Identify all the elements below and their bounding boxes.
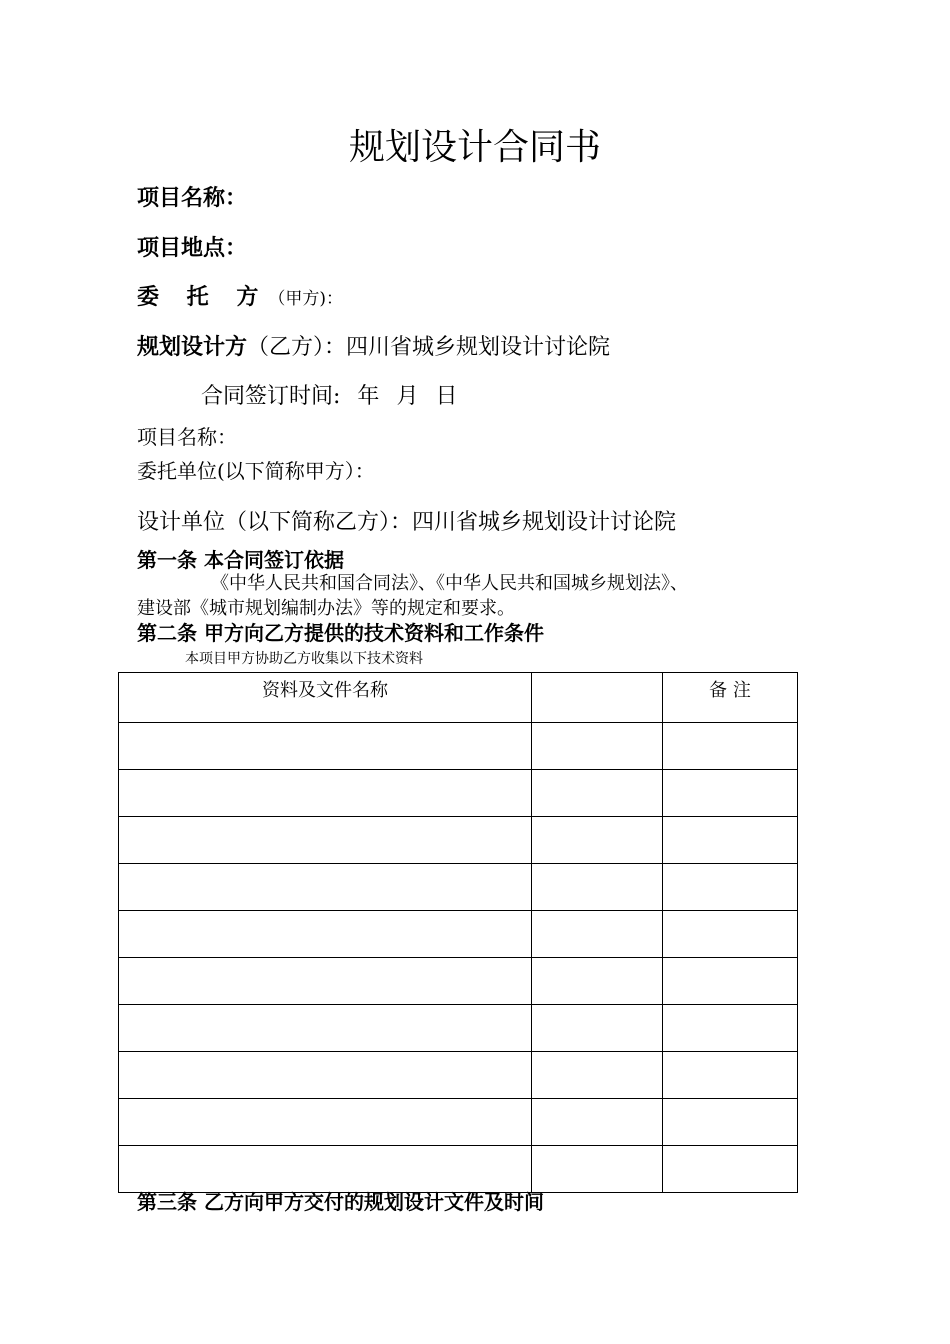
cover-signing-date bbox=[201, 386, 467, 408]
table-cell[interactable] bbox=[663, 1005, 798, 1052]
cover-date-day: 日 bbox=[435, 384, 458, 409]
table-cell[interactable] bbox=[119, 958, 532, 1005]
article2-intro: 本项目甲方协助乙方收集以下技术资料 bbox=[185, 651, 423, 667]
cover-date-year: 年 bbox=[357, 384, 380, 409]
table-cell[interactable] bbox=[119, 817, 532, 864]
cover-project-site-label: 项目地点： bbox=[137, 236, 248, 261]
article1-heading: 第一条 本合同签订依据 bbox=[137, 548, 344, 572]
cover-designer-paren: （乙方）： bbox=[247, 335, 347, 360]
materials-table bbox=[118, 672, 798, 1193]
table-row bbox=[119, 1005, 798, 1052]
body-project-name: 项目名称： bbox=[137, 425, 237, 449]
table-cell[interactable] bbox=[663, 817, 798, 864]
table-cell[interactable] bbox=[663, 864, 798, 911]
table-cell[interactable] bbox=[663, 723, 798, 770]
table-row bbox=[119, 1146, 798, 1193]
cover-client-line bbox=[137, 287, 343, 309]
cover-designer-value: 四川省城乡规划设计讨论院 bbox=[346, 335, 611, 360]
article3-heading: 第三条 乙方向甲方交付的规划设计文件及时间 bbox=[137, 1190, 544, 1214]
body-designer-unit: 设计单位（以下简称乙方）：四川省城乡规划设计讨论院 bbox=[137, 510, 677, 535]
article2-heading: 第二条 甲方向乙方提供的技术资料和工作条件 bbox=[137, 621, 544, 645]
table-cell[interactable] bbox=[532, 1099, 663, 1146]
table-cell[interactable] bbox=[532, 1052, 663, 1099]
cover-date-label: 合同签订时间: bbox=[201, 384, 341, 409]
table-row bbox=[119, 817, 798, 864]
table-cell[interactable] bbox=[663, 1099, 798, 1146]
table-cell[interactable] bbox=[119, 1146, 532, 1193]
table-row bbox=[119, 1052, 798, 1099]
table-cell[interactable] bbox=[532, 958, 663, 1005]
table-cell[interactable] bbox=[119, 1099, 532, 1146]
table-cell[interactable] bbox=[532, 911, 663, 958]
header-cell-remarks: 备 注 bbox=[663, 673, 798, 723]
table-cell[interactable] bbox=[663, 1052, 798, 1099]
header-cell-materials: 资料及文件名称 bbox=[119, 673, 532, 723]
table-cell[interactable] bbox=[663, 1146, 798, 1193]
table-row bbox=[119, 864, 798, 911]
table-cell[interactable] bbox=[119, 770, 532, 817]
table-cell[interactable] bbox=[532, 723, 663, 770]
table-cell[interactable] bbox=[532, 1005, 663, 1052]
table-cell[interactable] bbox=[663, 770, 798, 817]
table-cell[interactable] bbox=[119, 723, 532, 770]
table-cell[interactable] bbox=[532, 817, 663, 864]
table-cell[interactable] bbox=[663, 958, 798, 1005]
cover-project-name-label: 项目名称： bbox=[137, 186, 248, 211]
table-cell[interactable] bbox=[119, 1052, 532, 1099]
body-client-unit: 委托单位(以下简称甲方）： bbox=[137, 459, 375, 483]
table-row bbox=[119, 958, 798, 1005]
table-cell[interactable] bbox=[663, 911, 798, 958]
table-cell[interactable] bbox=[119, 864, 532, 911]
table-cell[interactable] bbox=[532, 1146, 663, 1193]
table-row bbox=[119, 1099, 798, 1146]
table-cell[interactable] bbox=[119, 911, 532, 958]
table-cell[interactable] bbox=[532, 770, 663, 817]
table-row bbox=[119, 770, 798, 817]
cover-date-month: 月 bbox=[396, 384, 419, 409]
cover-designer-line bbox=[137, 337, 610, 359]
table-cell[interactable] bbox=[119, 1005, 532, 1052]
cover-designer-label: 规划设计方 bbox=[137, 335, 248, 360]
article1-basis-line2: 建设部《城市规划编制办法》等的规定和要求。 bbox=[137, 598, 515, 619]
table-row bbox=[119, 723, 798, 770]
document-title: 规划设计合同书 bbox=[348, 127, 601, 168]
header-cell-blank bbox=[532, 673, 663, 723]
cover-client-paren: （甲方)： bbox=[268, 289, 343, 309]
article1-basis-line1: 《中华人民共和国合同法》、《中华人民共和国城乡规划法》、 bbox=[211, 573, 688, 594]
table-row bbox=[119, 911, 798, 958]
table-header-row bbox=[119, 673, 798, 723]
table-cell[interactable] bbox=[532, 864, 663, 911]
cover-client-label: 委 托 方 bbox=[137, 285, 269, 310]
